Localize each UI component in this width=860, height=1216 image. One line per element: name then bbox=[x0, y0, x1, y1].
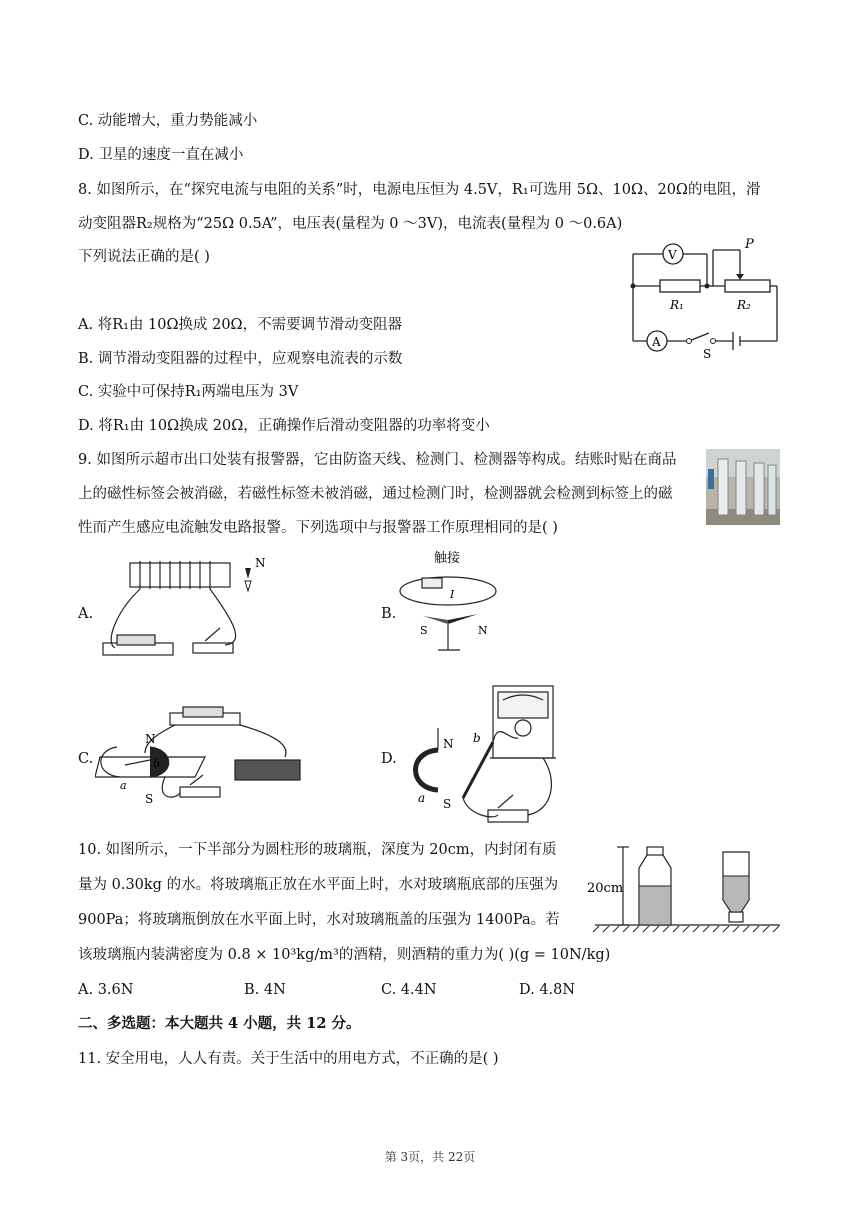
q10-stem-line3: 900Pa；将玻璃瓶倒放在水平面上时，水对玻璃瓶盖的压强为 1400Pa。若 bbox=[78, 912, 560, 928]
q9-option-a-label: A. bbox=[78, 606, 94, 622]
q9-stem-line1: 9. 如图所示超市出口处装有报警器，它由防盗天线、检测门、检测器等构成。结账时贴在商品 bbox=[78, 452, 677, 468]
q10-stem-line1: 10. 如图所示，一下半部分为圆柱形的玻璃瓶，深度为 20cm，内封闭有质 bbox=[78, 842, 557, 858]
q8-stem-line2: 动变阻器R₂规格为“25Ω 0.5A”，电压表(量程为 0 ～3V)，电流表(量程为 0 ～0.6A) bbox=[78, 216, 623, 232]
rod-a-label: a bbox=[120, 779, 127, 792]
q10-option-c: C. 4.4N bbox=[381, 982, 437, 998]
touch-label: 触接 bbox=[434, 551, 461, 566]
q10-option-b: B. 4N bbox=[244, 982, 286, 998]
q9-store-gate-photo bbox=[706, 449, 780, 525]
q10-stem-line4: 该玻璃瓶内装满密度为 0.8 × 10³kg/m³的酒精，则酒精的重力为( )(g = 10N/kg) bbox=[78, 947, 611, 963]
q9-option-b-label: B. bbox=[381, 606, 397, 622]
rod-a-label: a bbox=[418, 791, 426, 805]
switch-label: S bbox=[703, 347, 712, 361]
q10-bottle-figure bbox=[585, 842, 785, 934]
ammeter-label: A bbox=[652, 335, 661, 349]
current-label: I bbox=[450, 588, 455, 601]
magnet-s-label: S bbox=[443, 797, 452, 811]
q9-stem-line2: 上的磁性标签会被消磁，若磁性标签未被消磁，通过检测门时，检测器就会检测到标签上的磁 bbox=[78, 486, 673, 502]
q7-option-d: D. 卫星的速度一直在减小 bbox=[78, 147, 244, 163]
magnet-s-label: S bbox=[145, 792, 154, 805]
page-footer: 第 3页，共 22页 bbox=[384, 1150, 476, 1164]
q9-option-c-motor-figure bbox=[95, 705, 315, 805]
q10-option-d: D. 4.8N bbox=[519, 982, 576, 998]
needle-n-label: N bbox=[478, 624, 488, 637]
slider-label: P bbox=[745, 237, 754, 252]
rod-b-label: b bbox=[473, 731, 481, 745]
r1-label: R₁ bbox=[670, 298, 684, 312]
q8-option-a: A. 将R₁由 10Ω换成 20Ω，不需要调节滑动变阻器 bbox=[78, 317, 403, 333]
q8-option-b: B. 调节滑动变阻器的过程中，应观察电流表的示数 bbox=[78, 351, 403, 367]
q11-stem: 11. 安全用电，人人有责。关于生活中的用电方式，不正确的是( ) bbox=[78, 1051, 499, 1067]
q10-stem-line2: 量为 0.30kg 的水。将玻璃瓶正放在水平面上时，水对玻璃瓶底部的压强为 bbox=[78, 877, 559, 893]
rod-b-label: b bbox=[153, 757, 161, 770]
q8-stem-line3: 下列说法正确的是( ) bbox=[78, 249, 210, 265]
q9-option-d-label: D. bbox=[381, 751, 397, 767]
q9-stem-line3: 性而产生感应电流触发电路报警。下列选项中与报警器工作原理相同的是( ) bbox=[78, 520, 558, 536]
compass-north-label: N bbox=[255, 556, 266, 570]
q9-option-d-generator-figure bbox=[398, 680, 568, 830]
q8-option-c: C. 实验中可保持R₁两端电压为 3V bbox=[78, 384, 299, 400]
section2-heading: 二、多选题：本大题共 4 小题，共 12 分。 bbox=[78, 1015, 361, 1032]
q10-option-a: A. 3.6N bbox=[78, 982, 134, 998]
q9-option-c-label: C. bbox=[78, 751, 94, 767]
r2-label: R₂ bbox=[737, 298, 751, 312]
q9-option-a-electromagnet-figure bbox=[95, 553, 275, 663]
needle-s-label: S bbox=[420, 624, 428, 637]
magnet-n-label: N bbox=[145, 732, 156, 746]
q8-circuit-diagram bbox=[625, 236, 785, 366]
q8-option-d: D. 将R₁由 10Ω换成 20Ω，正确操作后滑动变阻器的功率将变小 bbox=[78, 418, 490, 434]
depth-label: 20cm bbox=[587, 881, 624, 896]
q8-stem-line1: 8. 如图所示，在“探究电流与电阻的关系”时，电源电压恒为 4.5V，R₁可选用 5Ω、10Ω、20Ω的电阻，滑 bbox=[78, 182, 761, 198]
q9-option-b-oersted-figure bbox=[398, 546, 518, 666]
q7-option-c: C. 动能增大，重力势能减小 bbox=[78, 113, 258, 129]
voltmeter-label: V bbox=[668, 248, 677, 262]
magnet-n-label: N bbox=[443, 737, 454, 751]
